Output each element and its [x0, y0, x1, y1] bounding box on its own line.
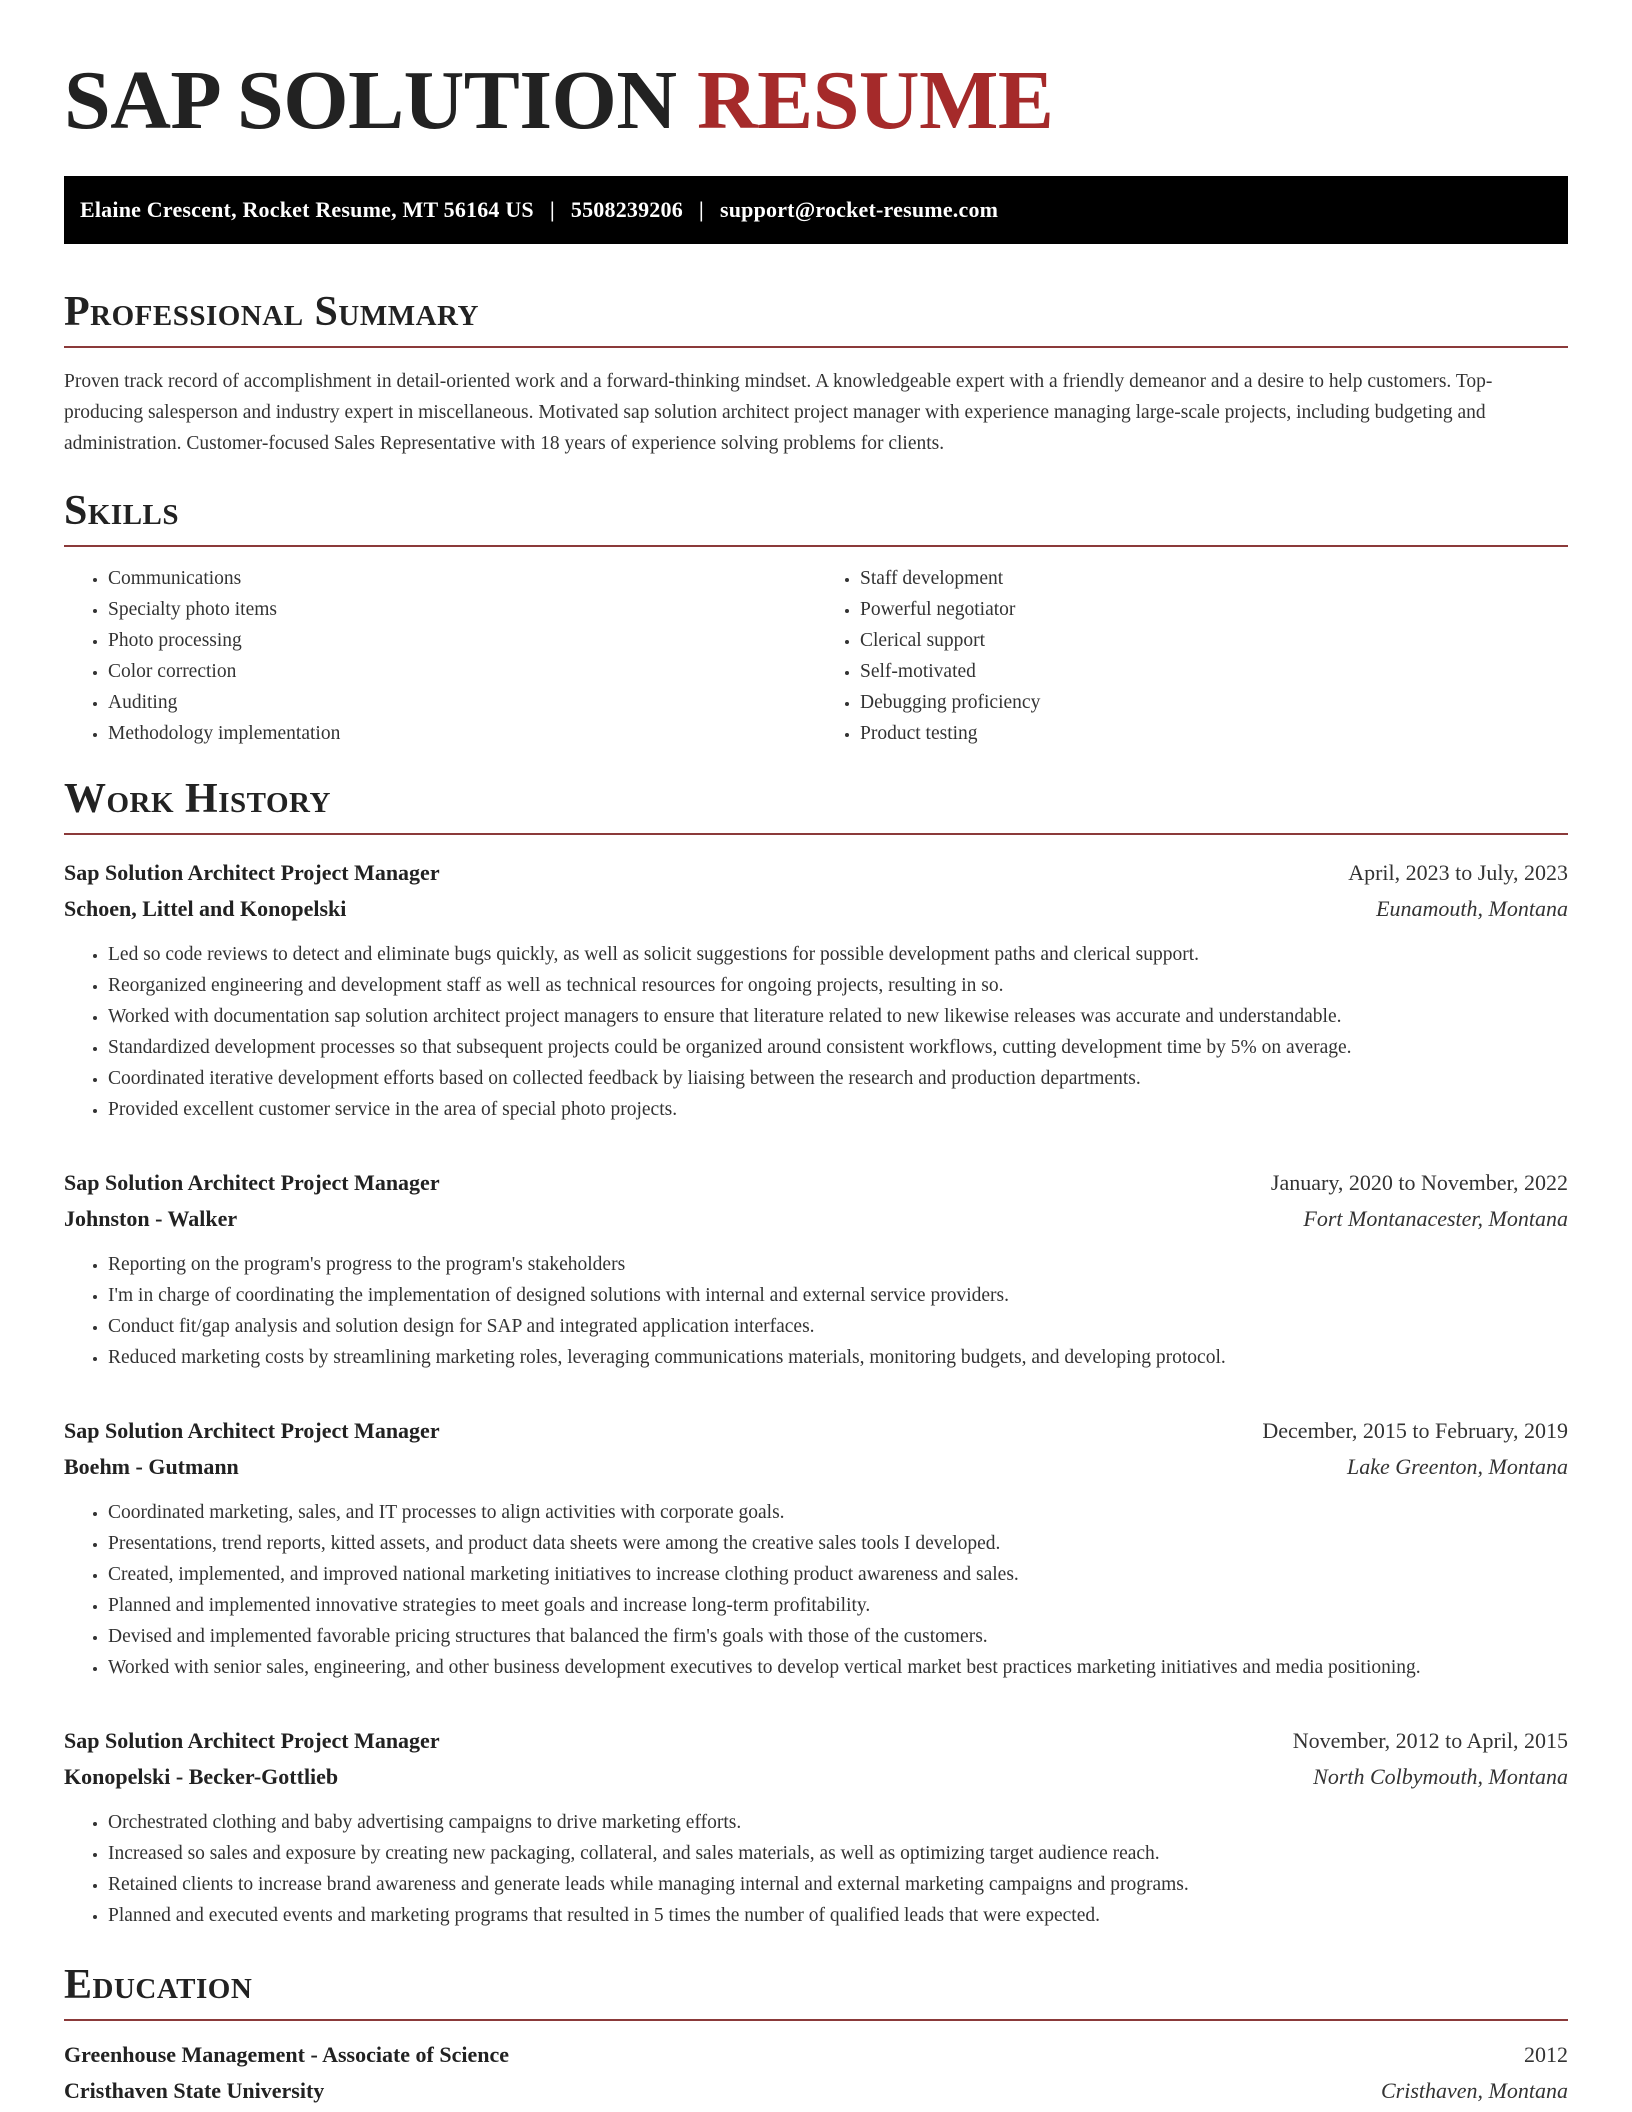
- skill-item: • Auditing: [108, 687, 816, 718]
- job-bullets: [64, 1249, 1568, 1373]
- job-title: Sap Solution Architect Project Manager: [64, 860, 440, 885]
- job-bullet: • Created, implemented, and improved national marketing initiatives to increase clothing product awareness and sales.: [108, 1559, 1568, 1590]
- education-degree: Greenhouse Management - Associate of Science: [64, 2042, 510, 2067]
- job-bullet: • Led so code reviews to detect and eliminate bugs quickly, as well as solicit suggestions for possible development paths and clerical support.: [108, 939, 1568, 970]
- job-company-row: [64, 1449, 1568, 1485]
- education-school: Cristhaven State University: [64, 2078, 325, 2103]
- contact-separator: |: [549, 197, 555, 222]
- job-entry: [64, 1165, 1568, 1373]
- skill-item: • Debugging proficiency: [860, 687, 1568, 718]
- job-bullet: • Worked with senior sales, engineering, and other business development executives to develop vertical market best practices marketing initiatives and media positioning.: [108, 1652, 1568, 1683]
- work-history-heading: Work History: [64, 776, 331, 822]
- title-accent: RESUME: [697, 54, 1054, 147]
- job-bullet: • Increased so sales and exposure by creating new packaging, collateral, and sales materials, as well as optimizing target audience reach.: [108, 1838, 1568, 1869]
- job-bullet: • Conduct fit/gap analysis and solution design for SAP and integrated application interfaces.: [108, 1311, 1568, 1342]
- job-dates: January, 2020 to November, 2022: [1270, 1170, 1568, 1195]
- skill-item: • Specialty photo items: [108, 594, 816, 625]
- contact-address: Elaine Crescent, Rocket Resume, MT 56164 US: [80, 197, 534, 222]
- section-divider: [64, 545, 1568, 547]
- job-company: Schoen, Littel and Konopelski: [64, 896, 347, 921]
- job-dates: April, 2023 to July, 2023: [1348, 860, 1568, 885]
- section-divider: [64, 346, 1568, 348]
- section-divider: [64, 2019, 1568, 2021]
- job-company-row: [64, 891, 1568, 927]
- job-bullet: • Presentations, trend reports, kitted assets, and product data sheets were among the creative sales tools I developed.: [108, 1528, 1568, 1559]
- summary-section: [64, 288, 1568, 459]
- job-dates: December, 2015 to February, 2019: [1262, 1418, 1568, 1443]
- education-year: 2012: [1524, 2042, 1568, 2067]
- skill-item: • Methodology implementation: [108, 718, 816, 749]
- job-location: Fort Montanacester, Montana: [1303, 1206, 1568, 1231]
- job-entry: [64, 1723, 1568, 1931]
- job-location: North Colbymouth, Montana: [1313, 1764, 1568, 1789]
- education-section: [64, 1961, 1568, 2109]
- job-location: Lake Greenton, Montana: [1347, 1454, 1568, 1479]
- skill-item: • Product testing: [860, 718, 1568, 749]
- skill-item: • Staff development: [860, 563, 1568, 594]
- job-bullet: • Orchestrated clothing and baby advertising campaigns to drive marketing efforts.: [108, 1807, 1568, 1838]
- title-main: SAP SOLUTION: [64, 54, 677, 147]
- work-history-section: [64, 775, 1568, 1931]
- skill-item: • Clerical support: [860, 625, 1568, 656]
- skills-columns: [64, 563, 1568, 749]
- job-location: Eunamouth, Montana: [1376, 896, 1568, 921]
- job-header-row: [64, 1165, 1568, 1201]
- job-header-row: [64, 1723, 1568, 1759]
- job-bullet: • Retained clients to increase brand awareness and generate leads while managing internal and external marketing campaigns and programs.: [108, 1869, 1568, 1900]
- job-bullet: • Standardized development processes so that subsequent projects could be organized around consistent workflows, cutting development time by 5% on average.: [108, 1032, 1568, 1063]
- job-company-row: [64, 1201, 1568, 1237]
- job-company-row: [64, 1759, 1568, 1795]
- skill-item: • Photo processing: [108, 625, 816, 656]
- job-bullet: • Reorganized engineering and development staff as well as technical resources for ongoing projects, resulting in so.: [108, 970, 1568, 1001]
- contact-phone: 5508239206: [570, 197, 683, 222]
- skills-heading: Skills: [64, 488, 180, 534]
- job-bullet: • Worked with documentation sap solution architect project managers to ensure that literature related to new likewise releases was accurate and understandable.: [108, 1001, 1568, 1032]
- contact-email: support@rocket-resume.com: [719, 197, 999, 222]
- job-header-row: [64, 855, 1568, 891]
- job-bullets: [64, 939, 1568, 1125]
- job-title: Sap Solution Architect Project Manager: [64, 1170, 440, 1195]
- skill-item: • Communications: [108, 563, 816, 594]
- skills-section: [64, 487, 1568, 749]
- skills-list-left: [64, 563, 816, 749]
- education-heading: Education: [64, 1962, 253, 2008]
- job-bullet: • Coordinated iterative development efforts based on collected feedback by liaising between the research and production departments.: [108, 1063, 1568, 1094]
- job-header-row: [64, 1413, 1568, 1449]
- skill-item: • Self-motivated: [860, 656, 1568, 687]
- contact-bar: [64, 176, 1568, 244]
- education-school-row: [64, 2073, 1568, 2109]
- section-divider: [64, 833, 1568, 835]
- summary-text: Proven track record of accomplishment in detail-oriented work and a forward-thinking mindset. A knowledgeable expert with a friendly demeanor and a desire to help customers. Top-producing salesperson and industry expert in miscellaneous. Motivated sap solution architect project manager with experience managing large-scale projects, including budgeting and administration. Customer-focused Sales Representative with 18 years of experience solving problems for clients.: [64, 371, 1493, 454]
- job-bullets: [64, 1807, 1568, 1931]
- job-bullet: • Planned and executed events and marketing programs that resulted in 5 times the number of qualified leads that were expected.: [108, 1900, 1568, 1931]
- job-company: Boehm - Gutmann: [64, 1454, 239, 1479]
- skill-item: • Color correction: [108, 656, 816, 687]
- education-entry: [64, 2037, 1568, 2109]
- job-bullets: [64, 1497, 1568, 1683]
- job-company: Johnston - Walker: [64, 1206, 238, 1231]
- job-entry: [64, 855, 1568, 1125]
- job-bullet: • Devised and implemented favorable pricing structures that balanced the firm's goals with those of the customers.: [108, 1621, 1568, 1652]
- job-bullet: • I'm in charge of coordinating the implementation of designed solutions with internal and external service providers.: [108, 1280, 1568, 1311]
- job-bullet: • Planned and implemented innovative strategies to meet goals and increase long-term profitability.: [108, 1590, 1568, 1621]
- education-location: Cristhaven, Montana: [1381, 2078, 1568, 2103]
- job-bullet: • Reporting on the program's progress to the program's stakeholders: [108, 1249, 1568, 1280]
- job-title: Sap Solution Architect Project Manager: [64, 1728, 440, 1753]
- skills-list-right: [816, 563, 1568, 749]
- education-header-row: [64, 2037, 1568, 2073]
- skill-item: • Powerful negotiator: [860, 594, 1568, 625]
- job-bullet: • Reduced marketing costs by streamlining marketing roles, leveraging communications materials, monitoring budgets, and developing protocol.: [108, 1342, 1568, 1373]
- page-title: [64, 0, 1568, 176]
- job-bullet: • Provided excellent customer service in the area of special photo projects.: [108, 1094, 1568, 1125]
- summary-heading: Professional Summary: [64, 289, 479, 335]
- job-company: Konopelski - Becker-Gottlieb: [64, 1764, 339, 1789]
- job-entry: [64, 1413, 1568, 1683]
- job-bullet: • Coordinated marketing, sales, and IT processes to align activities with corporate goals.: [108, 1497, 1568, 1528]
- job-dates: November, 2012 to April, 2015: [1292, 1728, 1568, 1753]
- job-title: Sap Solution Architect Project Manager: [64, 1418, 440, 1443]
- contact-separator: |: [698, 197, 704, 222]
